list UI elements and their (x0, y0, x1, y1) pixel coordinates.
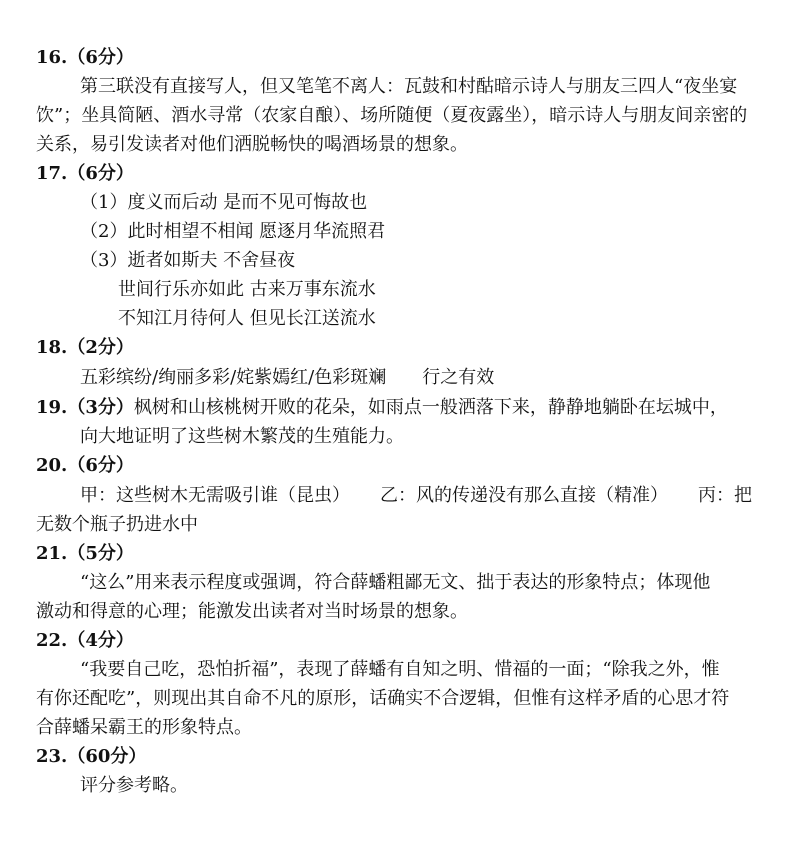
question-20-heading: 20.（6分） (36, 455, 134, 476)
question-18-heading: 18.（2分） (36, 337, 134, 358)
q22-answer-line-2: 有你还配吃”，则现出其自命不凡的原形，话确实不合逻辑，但惟有这样矛盾的心思才符 (36, 688, 730, 709)
q17-answer-2: （2）此时相望不相闻 愿逐月华流照君 (80, 221, 386, 242)
q18-answer-2: 行之有效 (422, 367, 495, 388)
q17-answer-3-verse-3: 不知江月待何人 但见长江送流水 (118, 308, 376, 329)
q19-heading-label: 19.（3分） (36, 397, 134, 418)
q22-answer-line-3: 合薛蟠呆霸王的形象特点。 (36, 717, 252, 738)
q19-answer-line-1: 枫树和山核桃树开败的花朵，如雨点一般洒落下来，静静地躺卧在坛城中， (133, 397, 728, 418)
q18-answer-line (80, 364, 494, 392)
q22-answer-line-1: “我要自己吃，恐怕折福”，表现了薛蟠有自知之明、惜福的一面；“除我之外，惟 (80, 659, 720, 680)
q20-answer-b: 乙：风的传递没有那么直接（精准） (380, 485, 668, 506)
q16-answer-line-1: 第三联没有直接写人，但又笔笔不离人：瓦鼓和村酤暗示诗人与朋友三四人“夜坐宴 (80, 76, 738, 97)
question-16-heading: 16.（6分） (36, 47, 134, 68)
q23-answer-line-1: 评分参考略。 (80, 775, 188, 796)
question-23-heading: 23.（60分） (36, 746, 147, 767)
q20-answer-line (80, 482, 752, 510)
q18-answer-1: 五彩缤纷/绚丽多彩/姹紫嫣红/色彩斑斓 (80, 367, 387, 388)
question-19-heading (36, 394, 728, 422)
q20-answer-a: 甲：这些树木无需吸引谁（昆虫） (80, 485, 350, 506)
q17-answer-3: （3）逝者如斯夫 不舍昼夜 (80, 250, 296, 271)
question-22-heading: 22.（4分） (36, 630, 134, 651)
q19-answer-line-2: 向大地证明了这些树木繁茂的生殖能力。 (80, 426, 404, 447)
q20-answer-c: 丙：把 (698, 485, 752, 506)
question-17-heading: 17.（6分） (36, 163, 134, 184)
q17-answer-3-verse-2: 世间行乐亦如此 古来万事东流水 (118, 279, 376, 300)
q21-answer-line-1: “这么”用来表示程度或强调，符合薛蟠粗鄙无文、拙于表达的形象特点；体现他 (80, 572, 711, 593)
q16-answer-line-2: 饮”；坐具简陋、酒水寻常（农家自酿）、场所随便（夏夜露坐），暗示诗人与朋友间亲密的 (36, 105, 748, 126)
q21-answer-line-2: 激动和得意的心理；能激发出读者对当时场景的想象。 (36, 601, 468, 622)
q16-answer-line-3: 关系，易引发读者对他们洒脱畅快的喝酒场景的想象。 (36, 134, 468, 155)
q20-answer-c-cont: 无数个瓶子扔进水中 (36, 514, 198, 535)
question-21-heading: 21.（5分） (36, 543, 134, 564)
q17-answer-1: （1）度义而后动 是而不见可悔故也 (80, 192, 368, 213)
